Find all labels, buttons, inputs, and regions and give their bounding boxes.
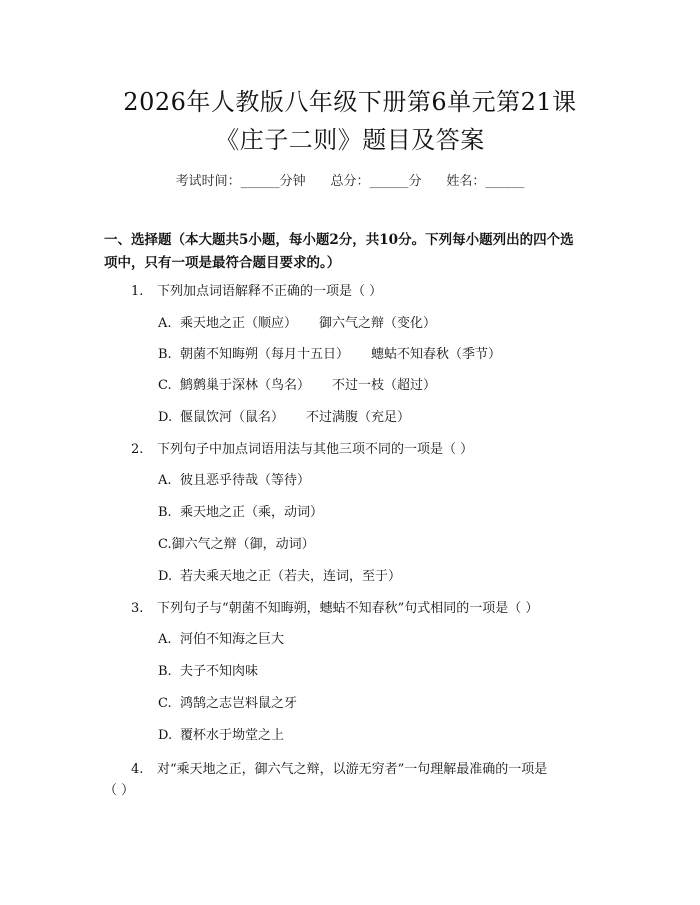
question-number: 4. (131, 762, 144, 777)
score-label: 总分： (330, 174, 370, 189)
q2-option-b: B. 乘天地之正（乘，动词） (158, 505, 324, 520)
exam-meta (0, 170, 700, 189)
q3-option-b: B. 夫子不知肉味 (158, 664, 259, 679)
score-blank: ______ (369, 174, 409, 189)
q2-option-c: C.御六气之辩（御，动词） (158, 537, 315, 552)
q2-option-d: D. 若夫乘天地之正（若夫，连词，至于） (158, 569, 402, 584)
q1-option-a: A. 乘天地之正（顺应） 御六气之辩（变化） (158, 316, 437, 331)
question-number: 3. (131, 601, 144, 616)
name-label: 姓名： (446, 174, 486, 189)
q3-option-c: C. 鸿鹄之志岂料鼠之牙 (158, 696, 298, 711)
name-blank: ______ (485, 174, 525, 189)
question-number: 1. (131, 284, 144, 299)
question-4 (131, 761, 547, 779)
section-heading-line-1: 一、选择题（本大题共5小题，每小题2分，共10分。下列每小题列出的四个选 (104, 232, 574, 248)
question-number: 2. (131, 442, 144, 457)
q1-option-d: D. 偃鼠饮河（鼠名） 不过满腹（充足） (158, 410, 411, 425)
score-unit: 分 (408, 174, 422, 189)
question-4-continuation: （ ） (104, 783, 135, 798)
question-text: 下列加点词语解释不正确的一项是（ ） (157, 284, 383, 299)
q3-option-a: A. 河伯不知海之巨大 (158, 632, 285, 647)
q3-option-d: D. 覆杯水于坳堂之上 (158, 728, 285, 743)
q1-option-c: C. 鹪鹩巢于深林（鸟名） 不过一枝（超过） (158, 378, 437, 393)
section-heading-line-2: 项中，只有一项是最符合题目要求的。） (104, 255, 341, 271)
question-1 (131, 283, 382, 301)
question-text: 下列句子中加点词语用法与其他三项不同的一项是（ ） (157, 442, 474, 457)
time-unit: 分钟 (279, 174, 306, 189)
question-text: 对“乘天地之正，御六气之辩，以游无穷者”一句理解最准确的一项是 (157, 762, 548, 777)
page-title-line-2: 《庄子二则》题目及答案 (215, 126, 485, 154)
time-label: 考试时间： (175, 174, 241, 189)
question-2 (131, 441, 473, 459)
time-blank: ______ (240, 174, 280, 189)
question-text: 下列句子与“朝菌不知晦朔，蟪蛄不知春秋”句式相同的一项是（ ） (157, 601, 539, 616)
q1-option-b: B. 朝菌不知晦朔（每月十五日） 蟪蛄不知春秋（季节） (158, 347, 502, 362)
question-3 (131, 600, 538, 618)
q2-option-a: A. 彼且恶乎待哉（等待） (158, 473, 311, 488)
page-title-line-1: 2026年人教版八年级下册第6单元第21课 (123, 88, 577, 116)
